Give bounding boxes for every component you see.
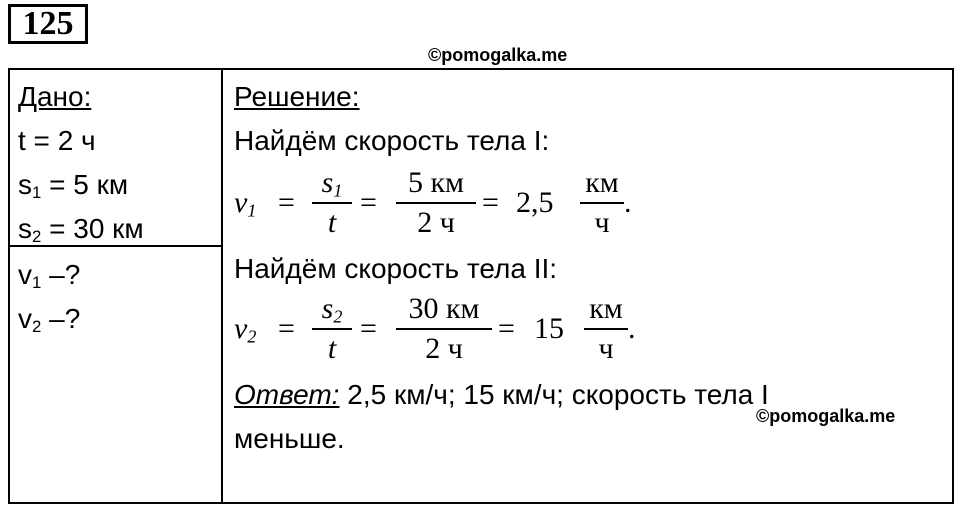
- find-line-v1: $v_1$ –?: [18, 259, 81, 293]
- solution-step-2: Найдём скорость тела II:: [234, 253, 558, 284]
- problem-number: 125: [8, 4, 88, 44]
- given-line-s1: $s_1 = 5$ км: [18, 169, 129, 203]
- find-line-v2: $v_2$ –?: [18, 303, 81, 337]
- solution-heading: Решение:: [234, 81, 360, 112]
- answer-line-2: меньше.: [234, 423, 345, 454]
- equation-2: $v_2$ = $s_2$ t = 30 км 2 ч = 15 км ч .: [234, 292, 636, 365]
- equation-1: $v_1$ = $s_1$ t = 5 км 2 ч = 2,5 км ч .: [234, 166, 632, 239]
- given-heading: Дано:: [18, 81, 92, 112]
- column-divider: [221, 68, 223, 504]
- given-line-t: t = 2 ч: [18, 125, 96, 156]
- answer-line: Ответ: 2,5 км/ч; 15 км/ч; скорость тела I: [234, 379, 769, 410]
- eq2-lhs: $v_2$: [234, 312, 257, 347]
- watermark-bottom: ©pomogalka.me: [756, 406, 896, 426]
- given-line-s2: $s_2 = 30$ км: [18, 213, 144, 247]
- solution-step-1: Найдём скорость тела I:: [234, 125, 550, 156]
- eq1-lhs: $v_1$: [234, 186, 257, 221]
- watermark-top: ©pomogalka.me: [428, 45, 568, 65]
